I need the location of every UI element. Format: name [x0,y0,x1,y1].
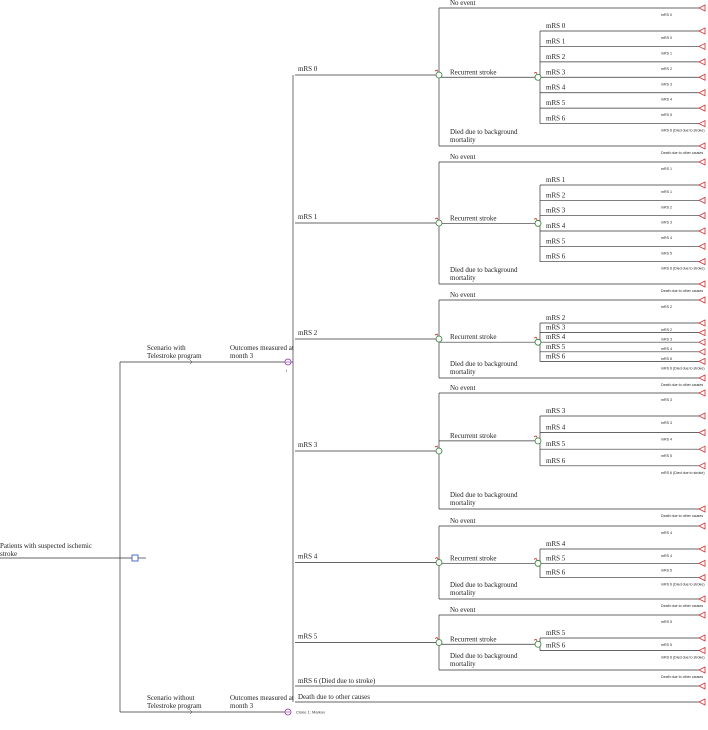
recurrent-outcome-label: mRS 4 [546,83,566,92]
markov-marker: I [286,368,288,373]
terminal-node-icon[interactable] [699,683,705,689]
chance-node[interactable] [535,220,541,226]
recurrent-outcome-label: mRS 0 [546,22,566,30]
died-label: mortality [450,368,476,376]
terminal-node-icon[interactable] [699,506,705,512]
died-label: mortality [450,136,476,144]
terminal-label: Death due to other causes [661,604,704,608]
terminal-label: mRS 4 [661,236,672,240]
terminal-label: mRS 5 [661,251,672,256]
terminal-node-icon[interactable] [699,90,705,96]
terminal-node-icon[interactable] [699,523,705,529]
terminal-node-icon[interactable] [699,105,705,111]
chance-node[interactable] [436,336,442,342]
terminal-label: mRS 2 [661,328,672,332]
recurrent-outcome-label: mRS 5 [546,237,566,246]
state-label: mRS 5 [298,632,318,641]
terminal-label: mRS 4 [661,437,672,442]
terminal-label: mRS 6 (Died due to stroke) [661,366,705,371]
state-label: mRS 2 [298,329,318,337]
terminal-node-icon[interactable] [699,575,705,581]
recurrent-outcome-label: mRS 3 [546,68,566,77]
recurrent-label: Recurrent stroke [450,554,497,563]
died-label: mortality [450,274,476,282]
chance-node[interactable] [436,640,442,646]
terminal-node-icon[interactable] [699,596,705,602]
terminal-node-icon[interactable] [699,339,705,345]
terminal-node-icon[interactable] [699,349,705,355]
terminal-label: mRS 5 [661,454,672,459]
died-label: Died due to background [450,491,518,499]
root-label: stroke [0,550,18,558]
terminal-label: mRS 1 [661,190,672,194]
recurrent-outcome-label: mRS 1 [546,176,566,184]
chance-node[interactable] [436,72,442,78]
scenario-with-label: Telestroke program [147,352,202,360]
terminal-label: mRS 4 [661,531,672,535]
terminal-label: mRS 2 [661,205,672,210]
clone-label: Clone 1: Markov [296,709,326,715]
recurrent-outcome-label: mRS 6 [546,352,566,361]
died-label: mortality [450,499,476,507]
state-label: mRS 0 [298,65,318,73]
terminal-label: mRS 0 [661,36,672,40]
terminal-node-icon[interactable] [699,121,705,127]
terminal-node-icon[interactable] [699,430,705,436]
terminal-label: Death due to other causes [661,514,704,518]
terminal-label: Death due to other causes [661,289,704,293]
terminal-label: mRS 6 (Died due to stroke) [661,582,705,587]
terminal-node-icon[interactable] [699,159,705,165]
terminal-node-icon[interactable] [699,546,705,552]
state-label: mRS 1 [298,213,318,221]
recurrent-outcome-label: mRS 3 [546,206,566,215]
died-label: Died due to background [450,360,518,368]
scenario-without-label: Scenario without [147,694,195,702]
probability-marker-icon [534,436,537,438]
probability-marker-icon [534,72,537,74]
recurrent-outcome-label: mRS 6 [546,114,566,123]
terminal-node-icon[interactable] [699,446,705,452]
recurrent-outcome-label: mRS 6 [546,568,566,577]
terminal-label: mRS 6 (Died due to stroke) [661,128,705,133]
decision-node[interactable] [132,555,138,561]
terminal-label: mRS 2 [661,66,672,71]
terminal-node-icon[interactable] [699,28,705,34]
terminal-label: mRS 6 (Died due to stroke) [661,470,705,475]
terminal-label: Death due to other causes [661,383,704,387]
terminal-node-icon[interactable] [699,667,705,673]
recurrent-outcome-label: mRS 3 [546,407,566,415]
terminal-label: mRS 5 [661,113,672,118]
no-event-label: No event [450,606,476,614]
died-label: mortality [450,589,476,597]
recurrent-outcome-label: mRS 6 [546,641,566,650]
terminal-label: mRS 6 (Died due to stroke) [661,266,705,271]
died-label: Died due to background [450,128,518,136]
chance-node[interactable] [535,560,541,566]
terminal-label: mRS 4 [661,554,672,558]
terminal-node-icon[interactable] [699,463,705,469]
terminal-label: mRS 5 [661,568,672,573]
chance-node[interactable] [535,641,541,647]
recurrent-outcome-label: mRS 5 [546,629,566,637]
recurrent-label: Recurrent stroke [450,214,497,223]
probability-marker-icon [435,70,438,72]
terminal-node-icon[interactable] [699,259,705,265]
recurrent-label: Recurrent stroke [450,333,497,342]
terminal-label: mRS 3 [661,337,672,342]
terminal-node-icon[interactable] [699,182,705,188]
outcomes-label-without: Outcomes measured at [230,694,294,702]
recurrent-outcome-label: mRS 2 [546,52,566,61]
terminal-node-icon[interactable] [699,699,705,705]
terminal-label: mRS 3 [661,421,672,425]
terminal-label: mRS 4 [661,347,672,352]
terminal-label: mRS 3 [661,82,672,87]
recurrent-outcome-label: mRS 5 [546,554,566,563]
no-event-label: No event [450,517,476,525]
scenario-with-label: Scenario with [147,344,186,352]
recurrent-outcome-label: mRS 2 [546,314,566,322]
probability-marker-icon [435,638,438,640]
root-label: Patients with suspected ischemic [0,542,92,550]
scenario-without-label: Telestroke program [147,702,202,710]
recurrent-outcome-label: mRS 4 [546,540,566,548]
terminal-label: Death due to other causes [661,151,704,155]
terminal-node-icon[interactable] [699,560,705,566]
chance-node[interactable] [436,448,442,454]
no-event-label: No event [450,0,476,7]
terminal-node-icon[interactable] [699,143,705,149]
terminal-node-icon[interactable] [699,74,705,80]
terminal-label: mRS 0 [661,13,672,17]
recurrent-outcome-label: mRS 4 [546,423,566,432]
state-label-other-death: Death due to other causes [298,693,370,701]
recurrent-label: Recurrent stroke [450,68,497,77]
terminal-node-icon[interactable] [699,43,705,49]
terminal-label: mRS 5 [661,643,672,647]
state-label: mRS 4 [298,552,318,561]
terminal-node-icon[interactable] [699,213,705,219]
state-label: mRS 3 [298,441,318,449]
terminal-node-icon[interactable] [699,612,705,618]
died-label: Died due to background [450,652,518,660]
recurrent-outcome-label: mRS 4 [546,222,566,230]
terminal-node-icon[interactable] [699,228,705,234]
probability-marker-icon [435,446,438,448]
state-label-mrs6: mRS 6 (Died due to stroke) [298,677,376,685]
recurrent-outcome-label: mRS 2 [546,191,566,200]
terminal-node-icon[interactable] [699,330,705,336]
chance-node[interactable] [535,438,541,444]
terminal-label: mRS 5 [661,356,672,361]
terminal-label: Death due to other causes [661,675,704,679]
recurrent-outcome-label: mRS 1 [546,37,566,46]
terminal-node-icon[interactable] [699,648,705,654]
probability-marker-icon [534,337,537,339]
no-event-label: No event [450,384,476,392]
recurrent-outcome-label: mRS 5 [546,440,566,449]
probability-marker-icon [435,558,438,560]
terminal-node-icon[interactable] [699,297,705,303]
terminal-node-icon[interactable] [699,243,705,249]
probability-marker-icon [435,334,438,336]
terminal-label: mRS 3 [661,398,672,402]
terminal-label: mRS 6 (Died due to stroke) [661,655,705,660]
recurrent-label: Recurrent stroke [450,431,497,440]
recurrent-label: Recurrent stroke [450,635,497,644]
probability-marker-icon [534,218,537,220]
terminal-node-icon[interactable] [699,635,705,641]
terminal-node-icon[interactable] [699,390,705,396]
terminal-label: mRS 2 [661,305,672,309]
recurrent-outcome-label: mRS 5 [546,99,566,108]
chance-node[interactable] [535,339,541,345]
chance-node[interactable] [436,560,442,566]
no-event-label: No event [450,291,476,299]
terminal-node-icon[interactable] [699,197,705,203]
recurrent-outcome-label: mRS 6 [546,252,566,261]
chance-node[interactable] [436,220,442,226]
probability-marker-icon [534,639,537,641]
terminal-label: mRS 5 [661,620,672,624]
terminal-node-icon[interactable] [699,320,705,326]
no-event-label: No event [450,153,476,161]
died-label: mortality [450,660,476,668]
outcomes-label-with: Outcomes measured at [230,344,294,352]
terminal-node-icon[interactable] [699,413,705,419]
terminal-label: mRS 1 [661,167,672,171]
recurrent-outcome-label: mRS 3 [546,323,566,332]
probability-marker-icon [534,558,537,560]
recurrent-outcome-label: mRS 6 [546,456,566,465]
terminal-node-icon[interactable] [699,358,705,364]
probability-marker-icon [435,218,438,220]
died-label: Died due to background [450,266,518,274]
terminal-label: mRS 4 [661,97,672,102]
terminal-node-icon[interactable] [699,59,705,65]
recurrent-outcome-label: mRS 4 [546,333,566,342]
outcomes-label-with: month 3 [230,352,254,360]
outcomes-label-without: month 3 [230,702,254,710]
terminal-label: mRS 3 [661,220,672,225]
recurrent-outcome-label: mRS 5 [546,342,566,351]
terminal-node-icon[interactable] [699,375,705,381]
terminal-label: mRS 1 [661,51,672,56]
died-label: Died due to background [450,581,518,589]
terminal-node-icon[interactable] [699,281,705,287]
terminal-node-icon[interactable] [699,5,705,11]
chance-node[interactable] [535,74,541,80]
